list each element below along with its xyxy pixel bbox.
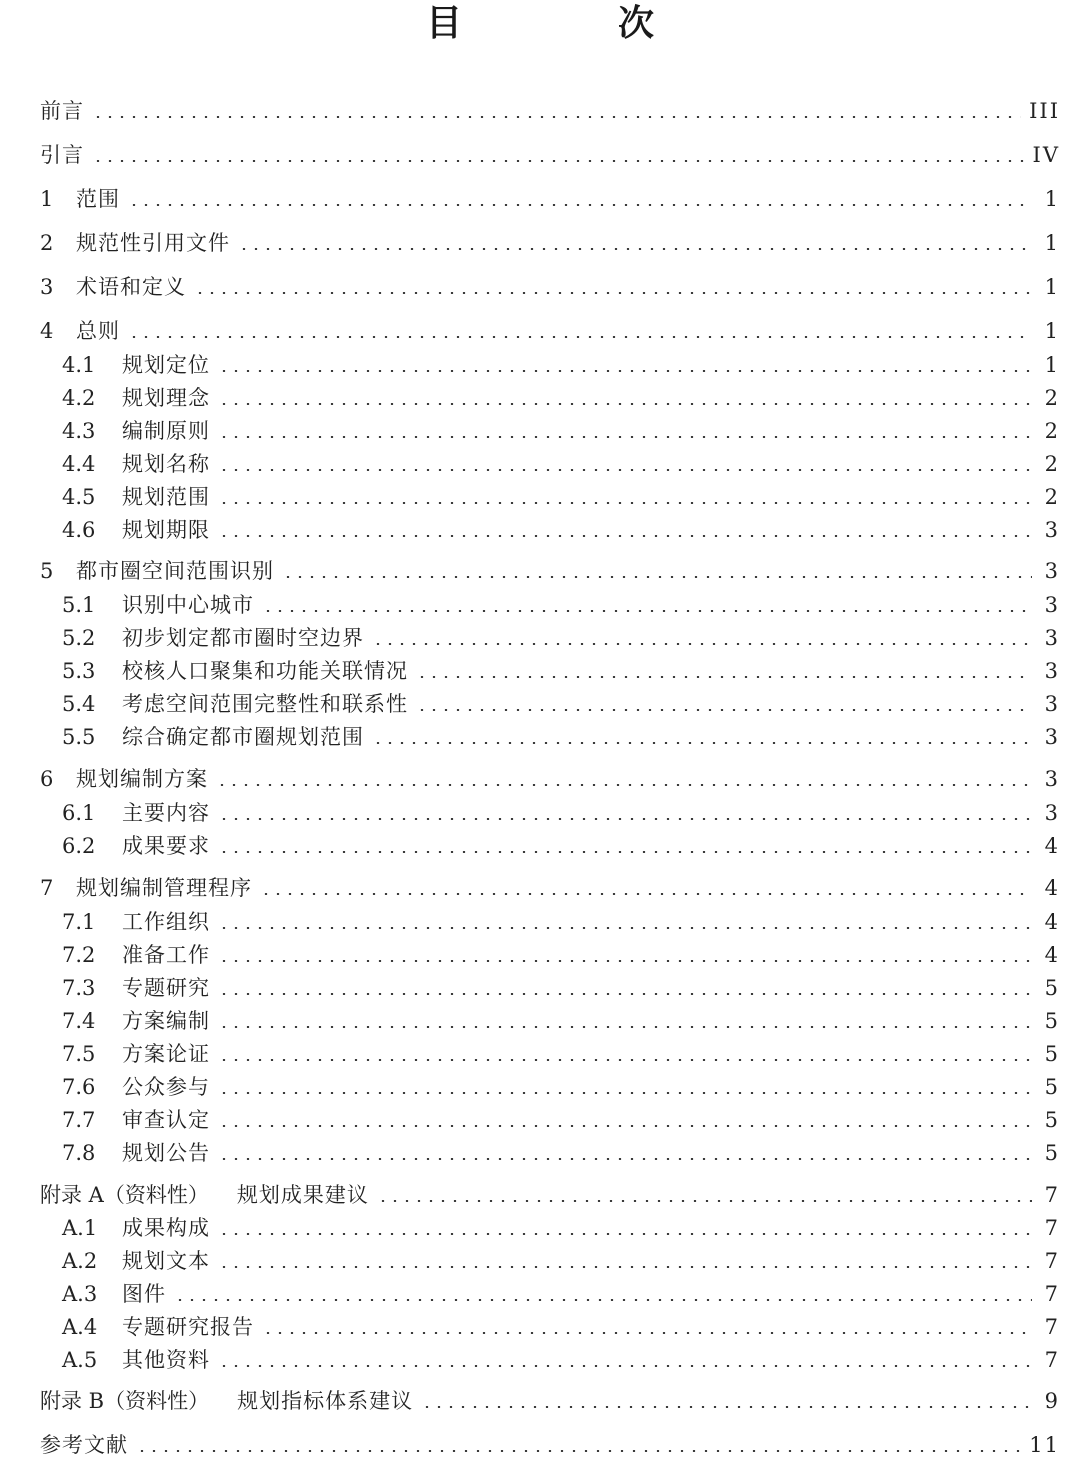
toc-entry-number: 6: [40, 767, 54, 791]
toc-entry-label: 考虑空间范围完整性和联系性: [122, 692, 408, 716]
toc-entry-number: 4.4: [62, 452, 96, 476]
toc-entry-number: 5.4: [62, 692, 96, 716]
toc-entry-number: 1: [40, 187, 54, 211]
toc-entry-label: 公众参与: [122, 1075, 210, 1099]
toc-entry-page-number: 7: [1044, 1348, 1060, 1372]
dot-leader: [218, 927, 1032, 929]
toc-entry[interactable]: [62, 1006, 1060, 1036]
dot-leader: [216, 784, 1032, 786]
dot-leader: [262, 610, 1032, 612]
toc-entry-label: 规划成果建议: [236, 1183, 369, 1207]
toc-entry-number: 5.2: [62, 626, 96, 650]
toc-entry[interactable]: [62, 722, 1060, 752]
toc-entry[interactable]: [62, 1138, 1060, 1168]
toc-entry[interactable]: [40, 556, 1060, 586]
toc-entry-label: 编制原则: [122, 419, 210, 443]
dot-leader: [218, 370, 1032, 372]
toc-entry-page-number: 4: [1044, 834, 1060, 858]
toc-entry-page-number: 1: [1044, 275, 1060, 299]
toc-entry-page-number: 1: [1044, 353, 1060, 377]
toc-entry[interactable]: [62, 383, 1060, 413]
toc-entry-label: 成果要求: [122, 834, 210, 858]
toc-entry-label: 图件: [122, 1282, 166, 1306]
toc-entry-page-number: 4: [1044, 910, 1060, 934]
toc-entry-page-number: 3: [1044, 767, 1060, 791]
dot-leader: [218, 535, 1032, 537]
toc-entry-number: 6.1: [62, 801, 96, 825]
toc-entry-number: 4.5: [62, 485, 96, 509]
toc-entry-number: 4: [40, 319, 54, 343]
toc-entry-page-number: 3: [1044, 692, 1060, 716]
toc-entry[interactable]: [62, 940, 1060, 970]
toc-entry-label: 综合确定都市圈规划范围: [122, 725, 364, 749]
toc-entry-number: 5.3: [62, 659, 96, 683]
toc-entry[interactable]: [62, 482, 1060, 512]
toc-entry-number: 5.1: [62, 593, 96, 617]
dot-leader: [218, 1365, 1032, 1367]
toc-entry[interactable]: [40, 228, 1060, 258]
toc-entry-number: 5: [40, 559, 54, 583]
toc-entry-number: A.5: [62, 1348, 98, 1372]
toc-entry-page-number: 7: [1044, 1216, 1060, 1240]
toc-entry-page-number: III: [1029, 99, 1060, 123]
toc-entry[interactable]: [62, 1105, 1060, 1135]
dot-leader: [262, 1332, 1032, 1334]
toc-entry-number: 4.1: [62, 353, 96, 377]
dot-leader: [218, 993, 1032, 995]
toc-entry-label: 规划范围: [122, 485, 210, 509]
toc-entry[interactable]: [62, 798, 1060, 828]
toc-entry-label: 参考文献: [40, 1433, 128, 1457]
toc-entry-page-number: 7: [1044, 1249, 1060, 1273]
toc-entry-label: 成果构成: [122, 1216, 210, 1240]
toc-entry[interactable]: [40, 272, 1060, 302]
dot-leader: [238, 248, 1032, 250]
toc-entry-page-number: 5: [1044, 1009, 1060, 1033]
toc-entry-label: 初步划定都市圈时空边界: [122, 626, 364, 650]
toc-entry-number: 7.4: [62, 1009, 96, 1033]
toc-entry[interactable]: [62, 1072, 1060, 1102]
toc-entry-page-number: 2: [1044, 485, 1060, 509]
toc-entry-page-number: 2: [1044, 386, 1060, 410]
toc-entry-page-number: 5: [1044, 1075, 1060, 1099]
toc-entry[interactable]: [40, 316, 1060, 346]
toc-entry[interactable]: [62, 623, 1060, 653]
toc-entry-label: 术语和定义: [76, 275, 186, 299]
toc-entry-page-number: 3: [1044, 659, 1060, 683]
toc-entry-number: 7.2: [62, 943, 96, 967]
toc-entry-label: 规划理念: [122, 386, 210, 410]
toc-entry[interactable]: [40, 1180, 1060, 1210]
toc-entry-page-number: 5: [1044, 1141, 1060, 1165]
dot-leader: [421, 1406, 1032, 1408]
dot-leader: [194, 292, 1032, 294]
dot-leader: [218, 1026, 1032, 1028]
toc-entry-page-number: 2: [1044, 419, 1060, 443]
toc-entry[interactable]: [62, 1039, 1060, 1069]
toc-entry-number: A.2: [62, 1249, 98, 1273]
dot-leader: [218, 1125, 1032, 1127]
toc-entry[interactable]: [40, 140, 1060, 170]
dot-leader: [260, 893, 1032, 895]
toc-entry-label: 方案编制: [122, 1009, 210, 1033]
dot-leader: [416, 709, 1032, 711]
toc-entry[interactable]: [62, 1279, 1060, 1309]
dot-leader: [282, 576, 1032, 578]
toc-entry[interactable]: [40, 1386, 1060, 1416]
dot-leader: [218, 960, 1032, 962]
toc-entry-number: 4.6: [62, 518, 96, 542]
toc-entry-label: 规划编制方案: [76, 767, 208, 791]
toc-entry-page-number: 3: [1044, 518, 1060, 542]
dot-leader: [218, 851, 1032, 853]
dot-leader: [218, 1158, 1032, 1160]
toc-entry[interactable]: [62, 350, 1060, 380]
dot-leader: [218, 1059, 1032, 1061]
toc-entry-label: 引言: [40, 143, 84, 167]
toc-entry-label: 工作组织: [122, 910, 210, 934]
toc-entry[interactable]: [62, 656, 1060, 686]
toc-entry-label: 校核人口聚集和功能关联情况: [122, 659, 408, 683]
toc-entry-number: A.3: [62, 1282, 98, 1306]
toc-entry-label: 规范性引用文件: [76, 231, 230, 255]
toc-entry-label: 规划文本: [122, 1249, 210, 1273]
toc-entry-page-number: 4: [1044, 943, 1060, 967]
toc-entry-label: 都市圈空间范围识别: [76, 559, 274, 583]
toc-entry-page-number: 9: [1044, 1389, 1060, 1413]
dot-leader: [136, 1450, 1021, 1452]
toc-entry-label: 方案论证: [122, 1042, 210, 1066]
toc-entry[interactable]: [62, 416, 1060, 446]
toc-entry-label: 范围: [76, 187, 120, 211]
toc-entry-number: 附录 A（资料性）: [40, 1183, 209, 1207]
dot-leader: [218, 436, 1032, 438]
toc-entry-number: 3: [40, 275, 54, 299]
toc-entry[interactable]: [62, 590, 1060, 620]
dot-leader: [218, 1233, 1032, 1235]
toc-entry-number: 7: [40, 876, 54, 900]
toc-entry-label: 总则: [76, 319, 120, 343]
toc-entry-number: 7.8: [62, 1141, 96, 1165]
toc-entry-label: 主要内容: [122, 801, 210, 825]
dot-leader: [218, 818, 1032, 820]
toc-entry-label: 规划定位: [122, 353, 210, 377]
toc-entry[interactable]: [62, 1345, 1060, 1375]
toc-entry-page-number: 7: [1044, 1315, 1060, 1339]
dot-leader: [218, 1266, 1032, 1268]
toc-entry-page-number: 2: [1044, 452, 1060, 476]
dot-leader: [128, 204, 1032, 206]
toc-entry[interactable]: [62, 449, 1060, 479]
dot-leader: [92, 160, 1025, 162]
dot-leader: [372, 643, 1032, 645]
toc-entry-page-number: 5: [1044, 976, 1060, 1000]
dot-leader: [372, 742, 1032, 744]
toc-entry[interactable]: [40, 96, 1060, 126]
page-title: 目 次: [425, 3, 714, 44]
toc-entry-page-number: 5: [1044, 1042, 1060, 1066]
toc-entry[interactable]: [40, 873, 1060, 903]
toc-entry[interactable]: [62, 907, 1060, 937]
dot-leader: [218, 1092, 1032, 1094]
toc-entry-number: 7.1: [62, 910, 96, 934]
toc-entry-label: 规划指标体系建议: [237, 1389, 414, 1413]
toc-entry-label: 规划名称: [122, 452, 210, 476]
toc-entry[interactable]: [40, 184, 1060, 214]
toc-entry[interactable]: [40, 764, 1060, 794]
toc-entry-number: 7.7: [62, 1108, 96, 1132]
toc-entry-label: 规划编制管理程序: [76, 876, 252, 900]
dot-leader: [218, 469, 1032, 471]
toc-entry-label: 前言: [40, 99, 84, 123]
toc-entry-number: 4.2: [62, 386, 96, 410]
toc-entry-page-number: 3: [1044, 725, 1060, 749]
dot-leader: [416, 676, 1032, 678]
toc-entry-label: 其他资料: [122, 1348, 210, 1372]
toc-entry-page-number: 5: [1044, 1108, 1060, 1132]
toc-entry-number: A.4: [62, 1315, 98, 1339]
dot-leader: [377, 1200, 1032, 1202]
toc-entry[interactable]: [62, 831, 1060, 861]
dot-leader: [128, 336, 1032, 338]
toc-entry-number: 7.5: [62, 1042, 96, 1066]
toc-entry-page-number: 3: [1044, 559, 1060, 583]
toc-entry-page-number: 1: [1044, 319, 1060, 343]
toc-entry-page-number: 3: [1044, 801, 1060, 825]
dot-leader: [174, 1299, 1032, 1301]
toc-entry[interactable]: [62, 1312, 1060, 1342]
toc-entry-label: 规划期限: [122, 518, 210, 542]
toc-entry-page-number: 11: [1029, 1433, 1060, 1457]
toc-entry[interactable]: [62, 515, 1060, 545]
toc-entry-number: 7.6: [62, 1075, 96, 1099]
toc-entry-number: 6.2: [62, 834, 96, 858]
toc-entry-label: 规划公告: [122, 1141, 210, 1165]
toc-entry-page-number: 3: [1044, 626, 1060, 650]
toc-entry[interactable]: [62, 689, 1060, 719]
toc-entry[interactable]: [62, 1246, 1060, 1276]
toc-entry-number: 4.3: [62, 419, 96, 443]
toc-entry-number: 2: [40, 231, 54, 255]
toc-entry[interactable]: [62, 1213, 1060, 1243]
toc-entry-label: 识别中心城市: [122, 593, 254, 617]
toc-entry-page-number: 7: [1044, 1183, 1060, 1207]
toc-entry[interactable]: [62, 973, 1060, 1003]
toc-entry[interactable]: [40, 1430, 1060, 1460]
toc-entry-label: 准备工作: [122, 943, 210, 967]
dot-leader: [218, 403, 1032, 405]
toc-entry-page-number: 4: [1044, 876, 1060, 900]
toc-entry-page-number: 3: [1044, 593, 1060, 617]
toc-entry-number: 7.3: [62, 976, 96, 1000]
toc-entry-page-number: 7: [1044, 1282, 1060, 1306]
toc-entry-page-number: IV: [1032, 143, 1060, 167]
toc-entry-page-number: 1: [1044, 187, 1060, 211]
toc-entry-label: 专题研究报告: [122, 1315, 254, 1339]
toc-entry-number: A.1: [62, 1216, 98, 1240]
dot-leader: [92, 116, 1021, 118]
toc-entry-label: 专题研究: [122, 976, 210, 1000]
toc-entry-number: 5.5: [62, 725, 96, 749]
toc-entry-label: 审查认定: [122, 1108, 210, 1132]
toc-entry-page-number: 1: [1044, 231, 1060, 255]
dot-leader: [218, 502, 1032, 504]
toc-entry-number: 附录 B（资料性）: [40, 1389, 210, 1413]
